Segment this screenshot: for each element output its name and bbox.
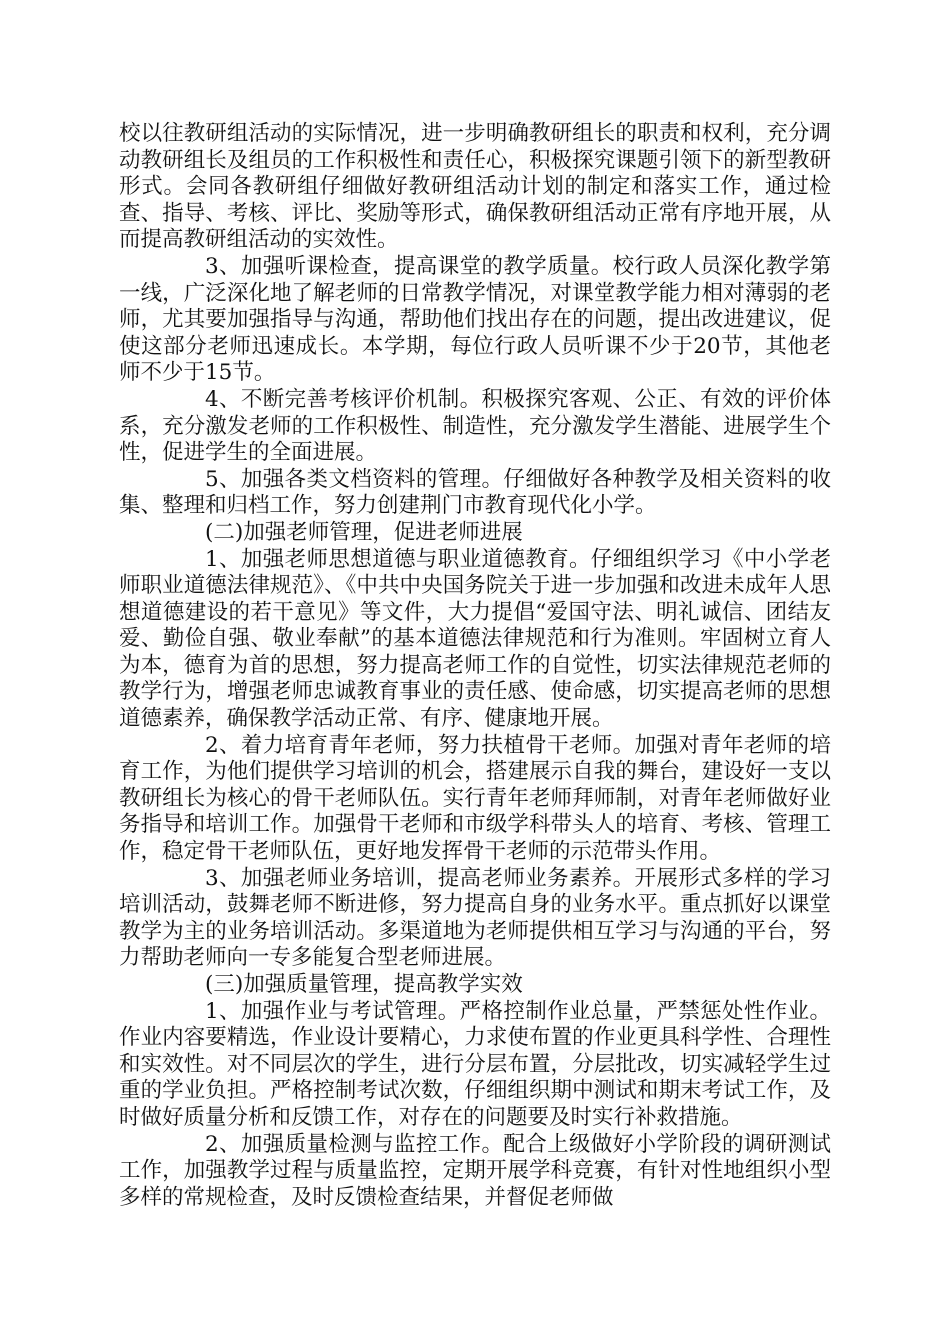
- body-text: [119, 121, 831, 1211]
- paragraph-item-2-quality-monitoring: 2、加强质量检测与监控工作。配合上级做好小学阶段的调研测试工作，加强教学过程与质量监控，定期开展学科竞赛，有针对性地组织小型多样的常规检查，及时反馈检查结果，并督促老师做: [119, 1131, 831, 1210]
- paragraph-item-1-homework-exams: 1、加强作业与考试管理。严格控制作业总量，严禁惩处性作业。作业内容要精选，作业设计要精心，力求使布置的作业更具科学性、合理性和实效性。对不同层次的学生，进行分层布置，分层批改，切实减轻学生过重的学业负担。严格控制考试次数，仔细组织期中测试和期末考试工作，及时做好质量分析和反馈工作，对存在的问题要及时实行补救措施。: [119, 998, 831, 1130]
- section-heading-quality-management: (三)加强质量管理，提高教学实效: [205, 972, 523, 997]
- paragraph-continuation: 校以往教研组活动的实际情况，进一步明确教研组长的职责和权利，充分调动教研组长及组员的工作积极性和责任心，积极探究课题引领下的新型教研形式。会同各教研组仔细做好教研组活动计划的制定和落实工作，通过检查、指导、考核、评比、奖励等形式，确保教研组活动正常有序地开展，从而提高教研组活动的实效性。: [119, 121, 831, 253]
- paragraph-item-3-training: 3、加强老师业务培训，提高老师业务素养。开展形式多样的学习培训活动，鼓舞老师不断进修，努力提高自身的业务水平。重点抓好以课堂教学为主的业务培训活动。多渠道地为老师提供相互学习与沟通的平台，努力帮助老师向一专多能复合型老师进展。: [119, 865, 831, 971]
- section-heading-teacher-management: (二)加强老师管理，促进老师进展: [205, 519, 523, 545]
- paragraph-item-5-archives: 5、加强各类文档资料的管理。仔细做好各种教学及相关资料的收集、整理和归档工作，努力创建荆门市教育现代化小学。: [119, 466, 831, 519]
- paragraph-item-1-ethics: 1、加强老师思想道德与职业道德教育。仔细组织学习《中小学老师职业道德法律规范》、《中共中央国务院关于进一步加强和改进未成年人思想道德建设的若干意见》等文件，大力提倡“爱国守法、明礼诚信、团结友爱、勤俭自强、敬业奉献”的基本道德法律规范和行为准则。牢固树立育人为本，德育为首的思想，努力提高老师工作的自觉性，切实法律规范老师的教学行为，增强老师忠诚教育事业的责任感、使命感，切实提高老师的思想道德素养，确保教学活动正常、有序、健康地开展。: [119, 546, 831, 732]
- paragraph-item-4-evaluation: 4、不断完善考核评价机制。积极探究客观、公正、有效的评价体系，充分激发老师的工作积极性、制造性，充分激发学生潜能、进展学生个性，促进学生的全面进展。: [119, 386, 831, 466]
- paragraph-item-3-lesson-observation: 3、加强听课检查，提高课堂的教学质量。校行政人员深化教学第一线，广泛深化地了解老师的日常教学情况，对课堂教学能力相对薄弱的老师，尤其要加强指导与沟通，帮助他们找出存在的问题，提出改进建议，促使这部分老师迅速成长。本学期，每位行政人员听课不少于20节，其他老师不少于15节。: [119, 253, 831, 386]
- paragraph-item-2-young-teachers: 2、着力培育青年老师，努力扶植骨干老师。加强对青年老师的培育工作，为他们提供学习培训的机会，搭建展示自我的舞台，建设好一支以教研组长为核心的骨干老师队伍。实行青年老师拜师制，对青年老师做好业务指导和培训工作。加强骨干老师和市级学科带头人的培育、考核、管理工作，稳定骨干老师队伍，更好地发挥骨干老师的示范带头作用。: [119, 732, 831, 865]
